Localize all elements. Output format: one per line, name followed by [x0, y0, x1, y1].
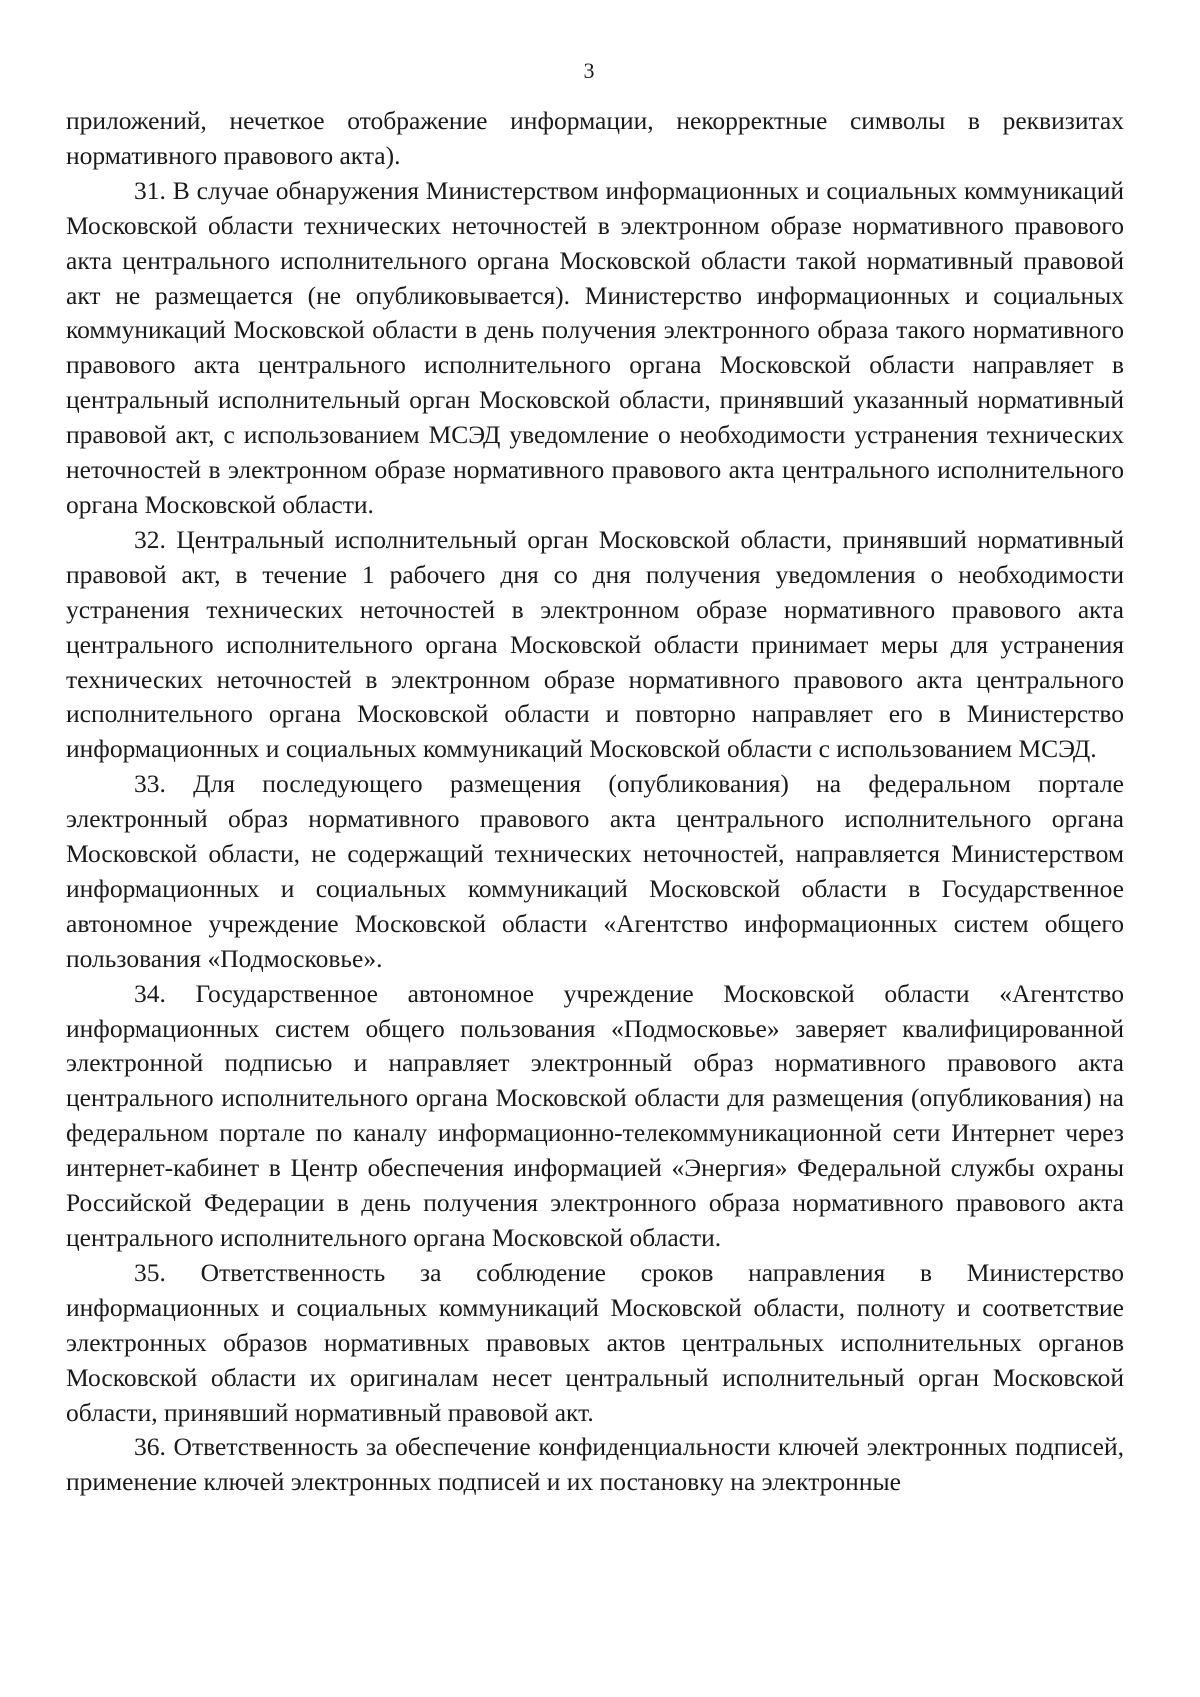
- paragraph-33: 33. Для последующего размещения (опубликования) на федеральном портале электронный образ нормативного правового акта центрального исполнительного органа Московской области, не содержащий технических неточностей, направляется Министерством информационных и социальных коммуникаций Московской области в Государственное автономное учреждение Московской области «Агентство информационных систем общего пользования «Подмосковье».: [66, 769, 1124, 973]
- page-number: 3: [583, 58, 595, 83]
- paragraph-32: 32. Центральный исполнительный орган Московской области, принявший нормативный правовой акт, в течение 1 рабочего дня со дня получения уведомления о необходимости устранения технических неточностей в электронном образе нормативного правового акта центрального исполнительного органа Московской области принимает меры для устранения технических неточностей в электронном образе нормативного правового акта центрального исполнительного органа Московской области и повторно направляет его в Министерство информационных и социальных коммуникаций Московской области с использованием МСЭД.: [66, 524, 1124, 764]
- paragraph-34: 34. Государственное автономное учреждение Московской области «Агентство информационных систем общего пользования «Подмосковье» заверяет квалифицированной электронной подписью и направляет электронный образ нормативного правового акта центрального исполнительного органа Московской области для размещения (опубликования) на федеральном портале по каналу информационно-телекоммуникационной сети Интернет через интернет-кабинет в Центр обеспечения информацией «Энергия» Федеральной службы охраны Российской Федерации в день получения электронного образа нормативного правового акта центрального исполнительного органа Московской области.: [66, 978, 1124, 1252]
- paragraph-36: 36. Ответственность за обеспечение конфиденциальности ключей электронных подписей, применение ключей электронных подписей и их постановку на электронные: [66, 1432, 1124, 1497]
- paragraph-continuation: приложений, нечеткое отображение информации, некорректные символы в реквизитах нормативного правового акта).: [66, 106, 1124, 170]
- paragraph-31: 31. В случае обнаружения Министерством информационных и социальных коммуникаций Московской области технических неточностей в электронном образе нормативного правового акта центрального исполнительного органа Московской области такой нормативный правовой акт не размещается (не опубликовывается). Министерство информационных и социальных коммуникаций Московской области в день получения электронного образа такого нормативного правового акта центрального исполнительного органа Московской области направляет в центральный исполнительный орган Московской области, принявший указанный нормативный правовой акт, с использованием МСЭД уведомление о необходимости устранения технических неточностей в электронном образе нормативного правового акта центрального исполнительного органа Московской области.: [66, 175, 1124, 519]
- document-body: [66, 104, 1124, 1500]
- paragraph-35: 35. Ответственность за соблюдение сроков направления в Министерство информационных и социальных коммуникаций Московской области, полноту и соответствие электронных образов нормативных правовых актов центральных исполнительных органов Московской области их оригиналам несет центральный исполнительный орган Московской области, принявший нормативный правовой акт.: [66, 1257, 1124, 1427]
